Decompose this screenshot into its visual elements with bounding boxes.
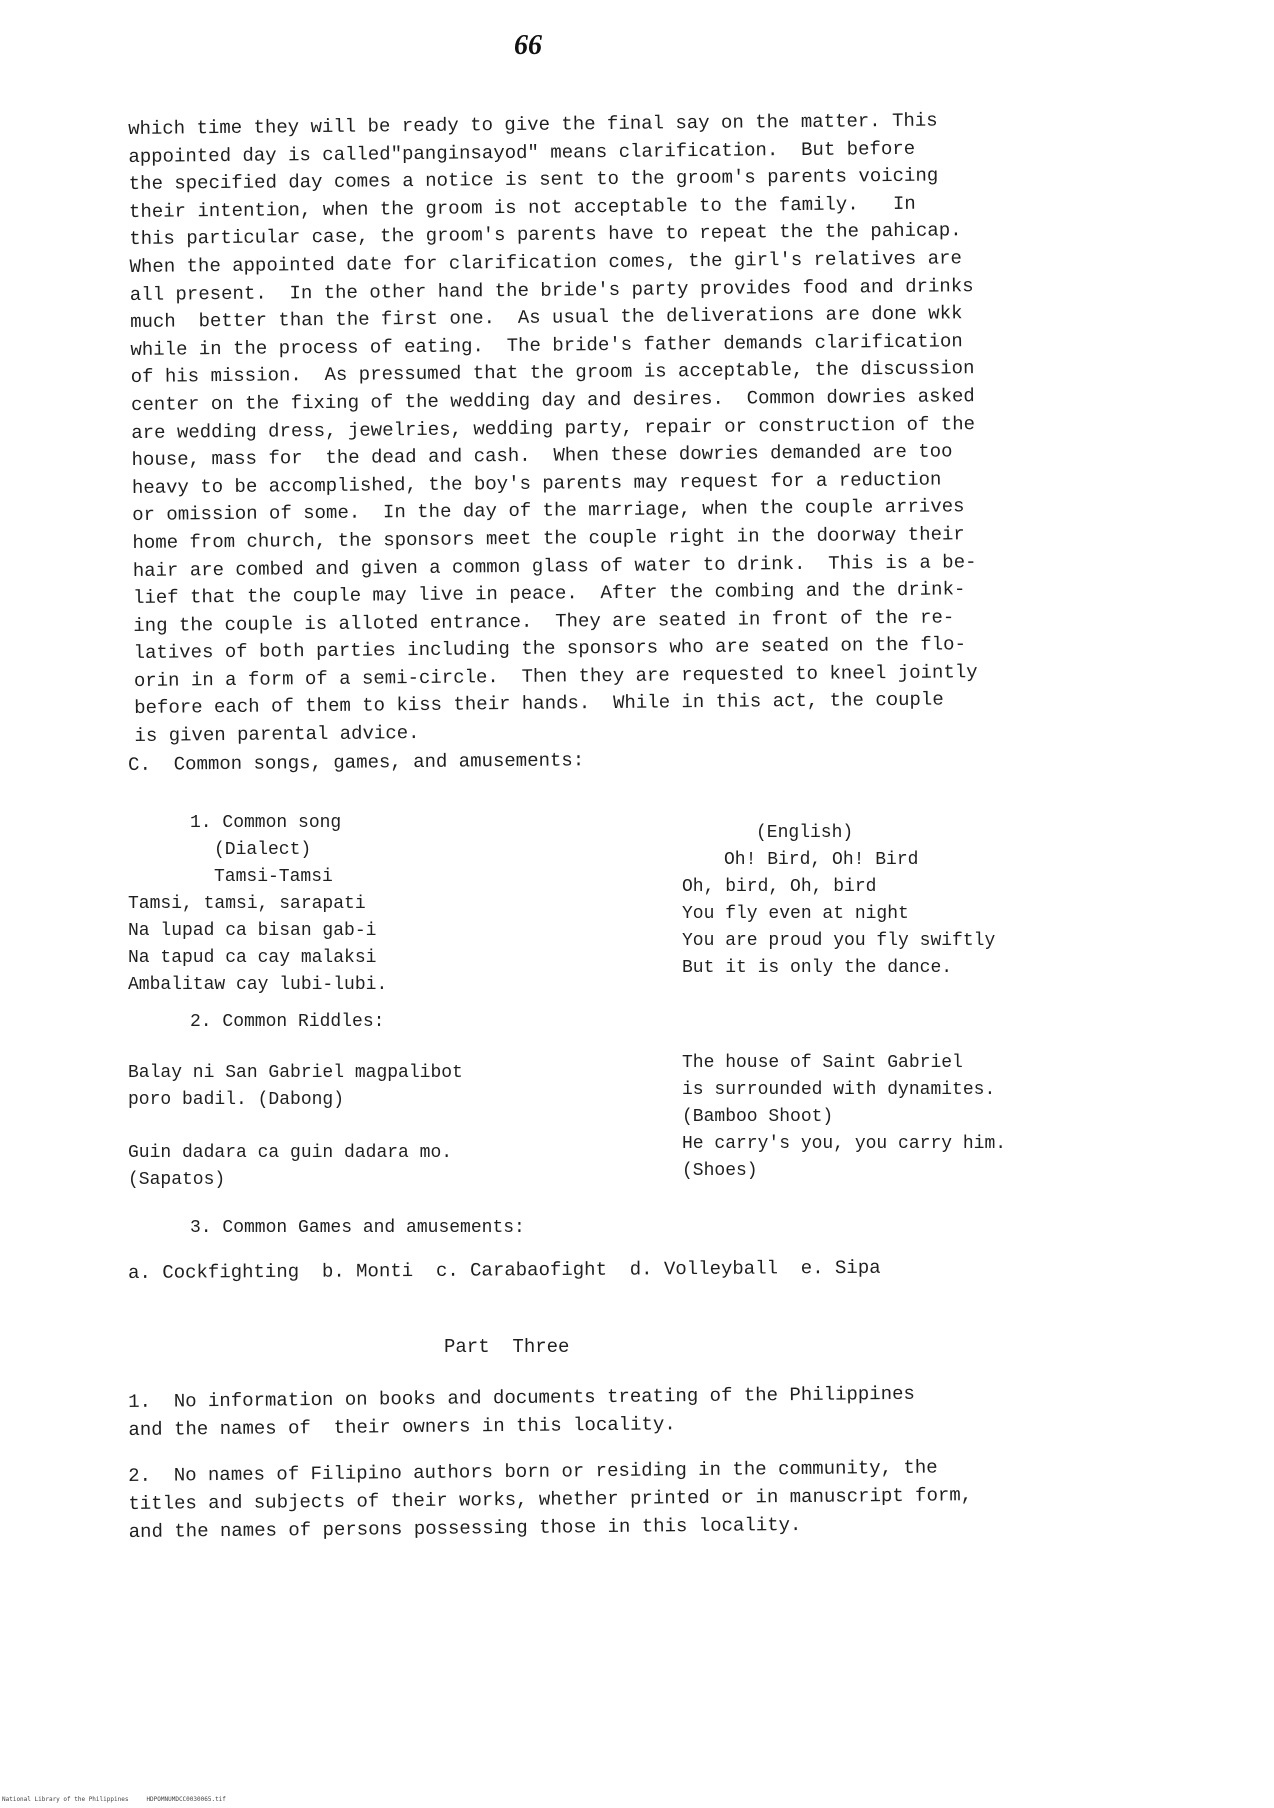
dialect-song-line: Na tapud ca cay malaksi (128, 948, 377, 968)
text-line: of his mission. As pressumed that the groom is acceptable, the discussion (130, 357, 975, 389)
riddle-line: The house of Saint Gabriel (682, 1053, 963, 1073)
text-line: which time they will be ready to give the final say on the matter. This (128, 109, 938, 140)
dialect-song-line: Na lupad ca bisan gab-i (128, 921, 377, 941)
riddle-line: (Sapatos) (128, 1170, 226, 1190)
page-number: 66 (514, 30, 542, 61)
part-three-item-2 (128, 1452, 1089, 1546)
english-song-line: You fly even at night (682, 904, 909, 924)
riddle-line: He carry's you, you carry him. (682, 1134, 1007, 1154)
riddle-line: Balay ni San Gabriel magpalibot (128, 1063, 463, 1083)
item-line: titles and subjects of their works, whether printed or in manuscript form, (128, 1484, 973, 1515)
english-song-line: You are proud you fly swiftly (682, 931, 996, 951)
riddle-line: poro badil. (Dabong) (128, 1090, 345, 1110)
text-line: appointed day is called"panginsayod" means clarification. But before (128, 137, 916, 168)
part-three-title: Part Three (444, 1336, 570, 1358)
song-dialect-column (128, 810, 387, 999)
text-line: or omission of some. In the day of the marriage, when the couple arrives (132, 495, 965, 527)
dialect-song-line: Tamsi, tamsi, sarapati (128, 894, 366, 914)
dialect-label: (Dialect) (214, 840, 312, 860)
text-line: latives of both parties including the sponsors who are seated on the flo- (133, 633, 967, 665)
english-label: (English) (756, 823, 854, 843)
text-line: their intention, when the groom is not acceptable to the family. In (128, 192, 916, 223)
riddle-english-2 (682, 1131, 1006, 1185)
item-number: 2. (128, 1464, 152, 1487)
dialect-song-title: Tamsi-Tamsi (214, 867, 333, 887)
dialect-song-line: Ambalitaw cay lubi-lubi. (128, 975, 388, 995)
item-line: and the names of their owners in this locality. (128, 1413, 676, 1441)
riddle-dialect-2 (128, 1140, 452, 1194)
riddles-heading: 2. Common Riddles: (190, 1012, 385, 1032)
riddle-english-1 (682, 1050, 995, 1131)
text-line: center on the fixing of the wedding day and desires. Common dowries asked (130, 385, 975, 416)
riddle-line: (Shoes) (682, 1161, 758, 1181)
footer-library: National Library of the Philippines (2, 1796, 129, 1803)
song-english-column (682, 820, 995, 982)
riddle-line: is surrounded with dynamites. (682, 1080, 996, 1100)
text-line: hair are combed and given a common glass of water to drink. This is a be- (132, 550, 977, 582)
footer-file: HDPOMNUMDCC0030065.tif (146, 1796, 226, 1803)
text-line: much better than the first one. As usual the deliverations are done wkk (130, 302, 963, 334)
text-line: house, mass for the dead and cash. When these dowries demanded are too (131, 440, 953, 472)
text-line: while in the process of eating. The bride's father demands clarification (130, 330, 963, 361)
riddle-line: (Bamboo Shoot) (682, 1107, 834, 1127)
text-line: orin in a form of a semi-circle. Then they are requested to kneel jointly (133, 661, 978, 692)
text-line: home from church, the sponsors meet the couple right in the doorway their (132, 523, 965, 554)
riddle-dialect-1 (128, 1060, 463, 1114)
games-list: a. Cockfighting b. Monti c. Carabaofight d. Volleyball e. Sipa (128, 1256, 881, 1284)
section-c-heading: C. Common songs, games, and amusements: (128, 749, 585, 776)
text-line: ing the couple is alloted entrance. They are seated in front of the re- (133, 606, 955, 637)
text-line: before each of them to kiss their hands. While in this act, the couple (134, 688, 944, 720)
text-line: are wedding dress, jewelries, wedding party, repair or construction of the (131, 412, 976, 444)
text-line: When the appointed date for clarification comes, the girl's relatives are (129, 247, 962, 278)
english-song-line: But it is only the dance. (682, 958, 953, 978)
song-heading: 1. Common song (190, 813, 342, 833)
text-line: is given parental advice. (134, 722, 420, 748)
item-line: No names of Filipino authors born or residing in the community, the (173, 1456, 938, 1487)
text-line: this particular case, the groom's parents have to repeat the the pahicap. (129, 219, 962, 251)
text-line: heavy to be accomplished, the boy's parents may request for a reduction (131, 468, 942, 499)
item-number: 1. (128, 1390, 152, 1413)
english-song-line: Oh, bird, Oh, bird (682, 877, 877, 897)
games-heading: 3. Common Games and amusements: (190, 1218, 525, 1238)
body-paragraph (128, 106, 1095, 751)
text-line: lief that the couple may live in peace. After the combing and the drink- (132, 578, 966, 610)
text-line: all present. In the other hand the bride's party provides food and drinks (129, 274, 974, 306)
english-song-title: Oh! Bird, Oh! Bird (724, 850, 919, 870)
text-line: the specified day comes a notice is sent to the groom's parents voicing (128, 164, 939, 196)
item-line: and the names of persons possessing those in this locality. (128, 1513, 802, 1543)
item-line: No information on books and documents treating of the Philippines (173, 1382, 915, 1413)
part-three-item-1 (128, 1378, 1089, 1444)
footer (2, 1796, 244, 1803)
riddle-line: Guin dadara ca guin dadara mo. (128, 1143, 453, 1163)
